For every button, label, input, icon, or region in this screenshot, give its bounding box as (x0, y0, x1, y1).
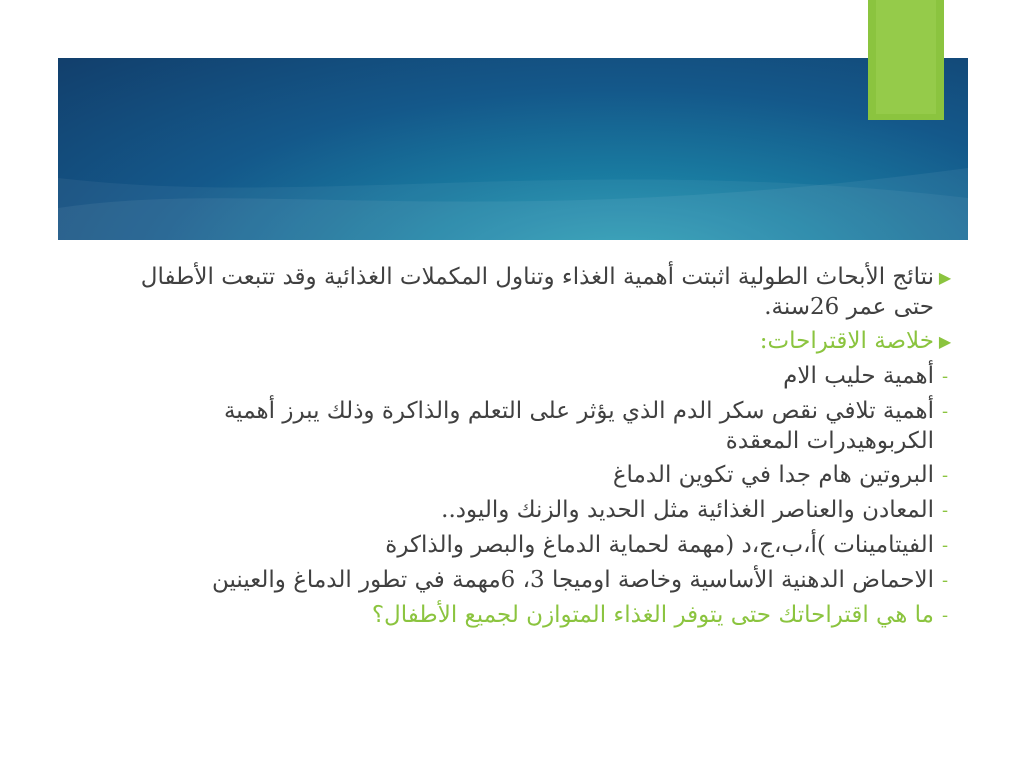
dash-bullet-icon: - (941, 465, 949, 486)
dash-text-minerals: المعادن والعناصر الغذائية مثل الحديد والزنك واليود.. (441, 497, 934, 523)
dash-text-fatty-acids: الاحماض الدهنية الأساسية وخاصة اوميجا 3، 6مهمة في تطور الدماغ والعينين (211, 567, 934, 593)
triangle-bullet-icon: ▶ (938, 332, 952, 351)
dash-line-7 (100, 600, 956, 631)
header-banner (58, 58, 968, 240)
dash-line-4 (100, 495, 956, 526)
dash-text-protein: البروتين هام جدا في تكوين الدماغ (612, 462, 934, 488)
bullet-text-research: نتائج الأبحاث الطولية اثبتت أهمية الغذاء وتناول المكملات الغذائية وقد تتبعت الأطفال حتى عمر 26سنة. (140, 264, 934, 320)
dash-text-blood-sugar: أهمية تلافي نقص سكر الدم الذي يؤثر على التعلم والذاكرة وذلك يبرز أهمية الكربوهيدرات المعقدة (223, 398, 934, 454)
dash-bullet-icon: - (941, 535, 949, 556)
dash-text-vitamins: الفيتامينات )أ،ب،ج،د (مهمة لحماية الدماغ والبصر والذاكرة (385, 532, 934, 558)
dash-text-question: ما هي اقتراحاتك حتى يتوفر الغذاء المتوازن لجميع الأطفال؟ (371, 602, 934, 628)
dash-bullet-icon: - (941, 500, 949, 521)
dash-text-milk: أهمية حليب الام (783, 363, 934, 389)
dash-line-2 (100, 396, 956, 456)
dash-bullet-icon: - (941, 401, 949, 422)
banner-wave-decoration (58, 58, 968, 240)
bullet-line-1 (100, 262, 956, 322)
suggestions-heading: خلاصة الاقتراحات: (759, 328, 934, 354)
dash-line-3 (100, 460, 956, 491)
triangle-bullet-icon: ▶ (938, 268, 952, 287)
dash-line-1 (100, 361, 956, 392)
dash-bullet-icon: - (941, 605, 949, 626)
slide-content (100, 262, 956, 631)
bullet-line-2 (100, 326, 956, 357)
green-accent-strip-inner (876, 0, 936, 114)
dash-bullet-icon: - (941, 366, 949, 387)
dash-bullet-icon: - (941, 570, 949, 591)
dash-line-6 (100, 565, 956, 596)
dash-line-5 (100, 530, 956, 561)
